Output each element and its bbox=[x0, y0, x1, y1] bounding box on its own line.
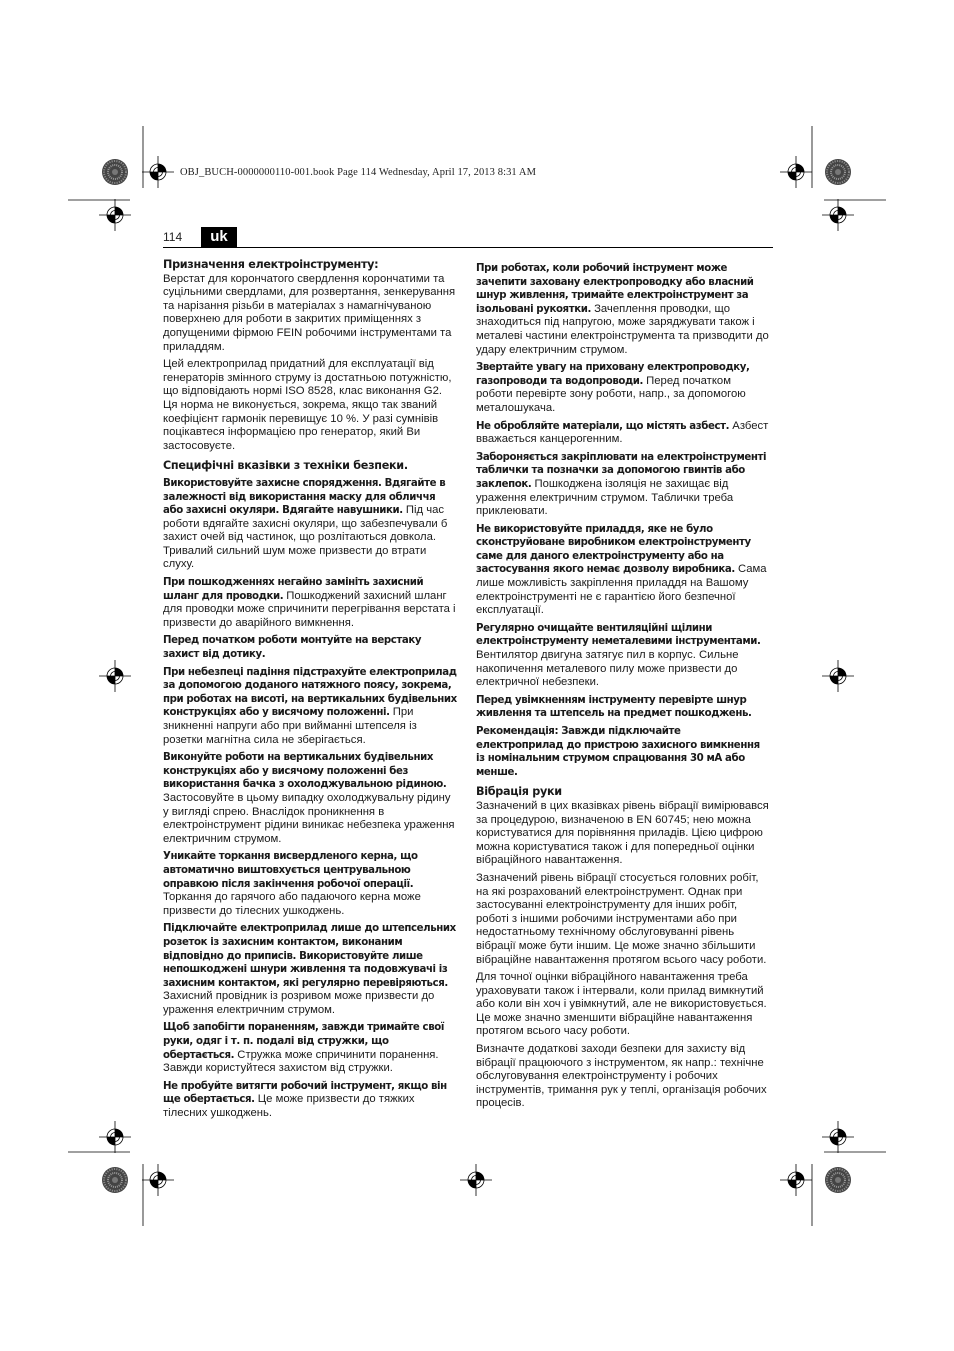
file-slug-line: OBJ_BUCH-0000000110-001.book Page 114 Wednesday, April 17, 2013 8:31 AM bbox=[180, 167, 537, 178]
paragraph-text: Перед початком роботи перевірте зону роботи, напр., за допомогою металошукача. bbox=[476, 374, 746, 414]
paragraph bbox=[163, 751, 457, 846]
registration-mark-icon bbox=[822, 199, 854, 231]
section-heading: Призначення електроінструменту: bbox=[163, 258, 379, 271]
page-header bbox=[163, 226, 773, 248]
paragraph bbox=[476, 1043, 770, 1111]
paragraph-lead: Не використовуйте приладдя, яке не було сконструйоване виробником електроінструменту саме для даного електроінструменту або на застосування якого немає дозволу виробника. bbox=[476, 523, 751, 576]
paragraph bbox=[163, 273, 457, 355]
paragraph bbox=[476, 622, 770, 690]
paragraph bbox=[476, 872, 770, 967]
paragraph bbox=[476, 725, 770, 779]
paragraph bbox=[476, 262, 770, 357]
star-target-icon bbox=[825, 159, 851, 185]
paragraph-text: Зазначений рівень вібрації стосується головних робіт, на які розрахований електроінструмент. Однак при застосуванні електроінструменту для інших робіт, роботі з іншими робочими інструментами або при недостатньому технічному обслуговуванні рівень вібрації може бути іншим. Це може значно збільшити вібраційне навантаження протягом всього часу роботи. bbox=[476, 871, 767, 966]
star-target-icon bbox=[102, 1167, 128, 1193]
paragraph bbox=[476, 800, 770, 868]
paragraph-lead: Не пробуйте витягти робочий інструмент, якщо він ще обертається. bbox=[163, 1080, 447, 1106]
paragraph-lead: Використовуйте захисне спорядження. Вдягайте в залежності від використання маску для обличчя або захисні окуляри. Вдягайте навушники. bbox=[163, 477, 446, 517]
paragraph-text: Верстат для корончатого свердлення корончатими та суцільними свердлами, для розвертання, зенкерування та нарізання різьби в матеріалах з намагнічуваною поверхнею для роботи в закритих приміщеннях з допущеними фірмою FEIN робочими інструментами та приладдям. bbox=[163, 272, 456, 353]
paragraph bbox=[163, 1021, 457, 1075]
paragraph-text: Пошкоджена ізоляція не захищає від ураження електричним струмом. Таблички треба приклеювати. bbox=[476, 477, 734, 518]
registration-mark-icon bbox=[142, 156, 174, 188]
paragraph-lead: При небезпеці падіння підстрахуйте електроприлад за допомогою доданого натяжного поясу, зокрема, при роботах на висоті, на вертикальних будівельних конструкціях або у висячому положенні. bbox=[163, 666, 457, 719]
registration-mark-icon bbox=[99, 660, 131, 692]
paragraph-text: Визначте додаткові заходи безпеки для захисту від вібрації працюючого з інструментом, як напр.: технічне обслуговування електроінструменту і робочих інструментів, тримання рук у теплі, організація робочих процесів. bbox=[476, 1043, 767, 1110]
paragraph-lead: Регулярно очищайте вентиляційні щілини електроінструменту неметалевими інструментами. bbox=[476, 622, 761, 648]
star-target-icon bbox=[102, 159, 128, 185]
paragraph bbox=[163, 477, 457, 572]
paragraph-lead: Забороняється закріплювати на електроінструменті таблички та позначки за допомогою гвинтів або заклепок. bbox=[476, 451, 767, 490]
paragraph-text: Сама лише можливість закріплення приладдя на Вашому електроінструменті не є гарантією його безпечної експлуатації. bbox=[476, 563, 767, 617]
paragraph-lead: Уникайте торкання висвердленого керна, що автоматично виштовхується центрувальною оправкою після закінчення робочої операції. bbox=[163, 851, 418, 890]
section-heading: Специфічні вказівки з техніки безпеки. bbox=[163, 459, 408, 473]
paragraph bbox=[163, 634, 457, 661]
paragraph-text: Зазначений в цих вказівках рівень вібрації вимірювався за процедурою, визначеною в EN 60745; нею можна користуватися для порівняння приладів. Цією цифрою можна користуватися також і для попередньої оцінки вібраційного навантаження. bbox=[476, 799, 769, 867]
paragraph-lead: Виконуйте роботи на вертикальних будівельних конструкціях або у висячому положенні без використання бачка з охолоджувальною рідиною. bbox=[163, 752, 447, 791]
paragraph-text: Для точної оцінки вібраційного навантаження треба ураховувати також і інтервали, коли прилад вимкнутий або коли він хоч і увімкнутий, але не використовується. Це може значно зменшити вібраційне навантаження протягом всього часу роботи. bbox=[476, 971, 767, 1038]
paragraph-text: Застосовуйте в цьому випадку охолоджувальну рідину у вигляді спрею. Внаслідок проникнення в електроінструмент рідини виникає небезпека ураження електричним струмом. bbox=[163, 791, 455, 845]
paragraph bbox=[476, 361, 770, 415]
paragraph-text: Стружка може спричинити поранення. Завжди користуйтеся захистом від стружки. bbox=[163, 1048, 439, 1075]
right-column bbox=[476, 258, 770, 1115]
header-rule bbox=[163, 247, 773, 248]
paragraph-lead: При роботах, коли робочий інструмент може зачепити заховану електропроводку або власний шнур живлення, тримайте електроінструмент за ізольовані рукоятки. bbox=[476, 263, 754, 315]
registration-mark-icon bbox=[822, 1121, 854, 1153]
left-column bbox=[163, 258, 457, 1125]
paragraph-text: Пошкоджений захисний шланг для проводки може спричинити перегрівання верстата і призвести до аварійного вимкнення. bbox=[163, 589, 456, 629]
registration-mark-icon bbox=[142, 1164, 174, 1196]
paragraph-lead: Звертайте увагу на приховану електропроводку, газопроводи та водопроводи. bbox=[476, 362, 750, 387]
paragraph-lead: Перед початком роботи монтуйте на верстаку захист від дотику. bbox=[163, 635, 422, 661]
paragraph bbox=[476, 694, 770, 721]
paragraph bbox=[163, 666, 457, 748]
paragraph-lead: Не обробляйте матеріали, що містять азбест. bbox=[476, 420, 730, 432]
paragraph-text: Азбест вважається канцерогенним. bbox=[476, 419, 769, 446]
star-target-icon bbox=[825, 1167, 851, 1193]
registration-mark-icon bbox=[460, 1164, 492, 1196]
paragraph-lead: Перед увімкненням інструменту перевірте шнур живлення та штепсель на предмет пошкоджень. bbox=[476, 694, 752, 720]
registration-mark-icon bbox=[99, 1121, 131, 1153]
paragraph-text: Вентилятор двигуна затягує пил в корпус. Сильне накопичення металевого пилу може призвести до електричної небезпеки. bbox=[476, 649, 739, 689]
paragraph bbox=[163, 358, 457, 453]
paragraph-text: Захисний провідник із розривом може призвести до ураження електричним струмом. bbox=[163, 990, 435, 1016]
registration-mark-icon bbox=[780, 1164, 812, 1196]
paragraph bbox=[163, 850, 457, 918]
registration-mark-icon bbox=[99, 199, 131, 231]
paragraph-lead: Рекомендація: Завжди підключайте електроприлад до пристрою захисного вимкнення із номінальним струмом спрацювання 30 мА або менше. bbox=[476, 726, 760, 778]
paragraph-lead: При пошкодженнях негайно замініть захисний шланг для проводки. bbox=[163, 577, 424, 602]
paragraph bbox=[163, 922, 457, 1017]
paragraph bbox=[476, 971, 770, 1039]
paragraph bbox=[163, 1080, 457, 1121]
paragraph-lead: Підключайте електроприлад лише до штепсельних розеток із захисним контактом, виконаним відповідно до приписів. Використовуйте лише непошкоджені шнури живлення та подовжувачі із захисним контактом, які регулярно перевіряються. bbox=[163, 923, 456, 989]
paragraph-text: Торкання до гарячого або падаючого керна може призвести до тілесних ушкоджень. bbox=[163, 891, 421, 917]
registration-mark-icon bbox=[780, 156, 812, 188]
language-badge: uk bbox=[201, 227, 237, 247]
page-number: 114 bbox=[163, 230, 183, 244]
paragraph-text: Це може призвести до тяжких тілесних ушкоджень. bbox=[163, 1093, 415, 1120]
paragraph-lead: Щоб запобігти пораненням, завжди тримайте свої руки, одяг і т. п. подалі від стружки, що обертається. bbox=[163, 1022, 444, 1061]
paragraph bbox=[476, 523, 770, 618]
paragraph-text: Під час роботи вдягайте захисні окуляри, що забезпечували б захист очей від частинок, що розлітаються довкола. Тривалий сильний шум може призвести до втрати слуху. bbox=[163, 504, 448, 571]
paragraph-text: При зникненні напруги або при вийманні штепселя із розетки магнітна сила не зберігається. bbox=[163, 706, 417, 746]
section-heading: Вібрація руки bbox=[476, 785, 562, 799]
paragraph-text: Цей електроприлад придатний для експлуатації від генераторів змінного струму із достатньою потужністю, що відповідають нормі ISO 8528, клас виконання G2. Ця норма не виконується, зокрема, якщо так званий коефіцієнт гармонік перевищує 10 %. У разі сумнівів поцікавтеся інформацією про генератор, який Ви застосовуєте. bbox=[163, 358, 452, 452]
registration-mark-icon bbox=[822, 660, 854, 692]
paragraph bbox=[476, 420, 770, 447]
paragraph-text: Зачеплення проводки, що знаходиться під напругою, може заряджувати також і металеві частини електроінструмента та призводити до удару електричним струмом. bbox=[476, 302, 769, 356]
paragraph bbox=[476, 451, 770, 519]
paragraph bbox=[163, 576, 457, 630]
